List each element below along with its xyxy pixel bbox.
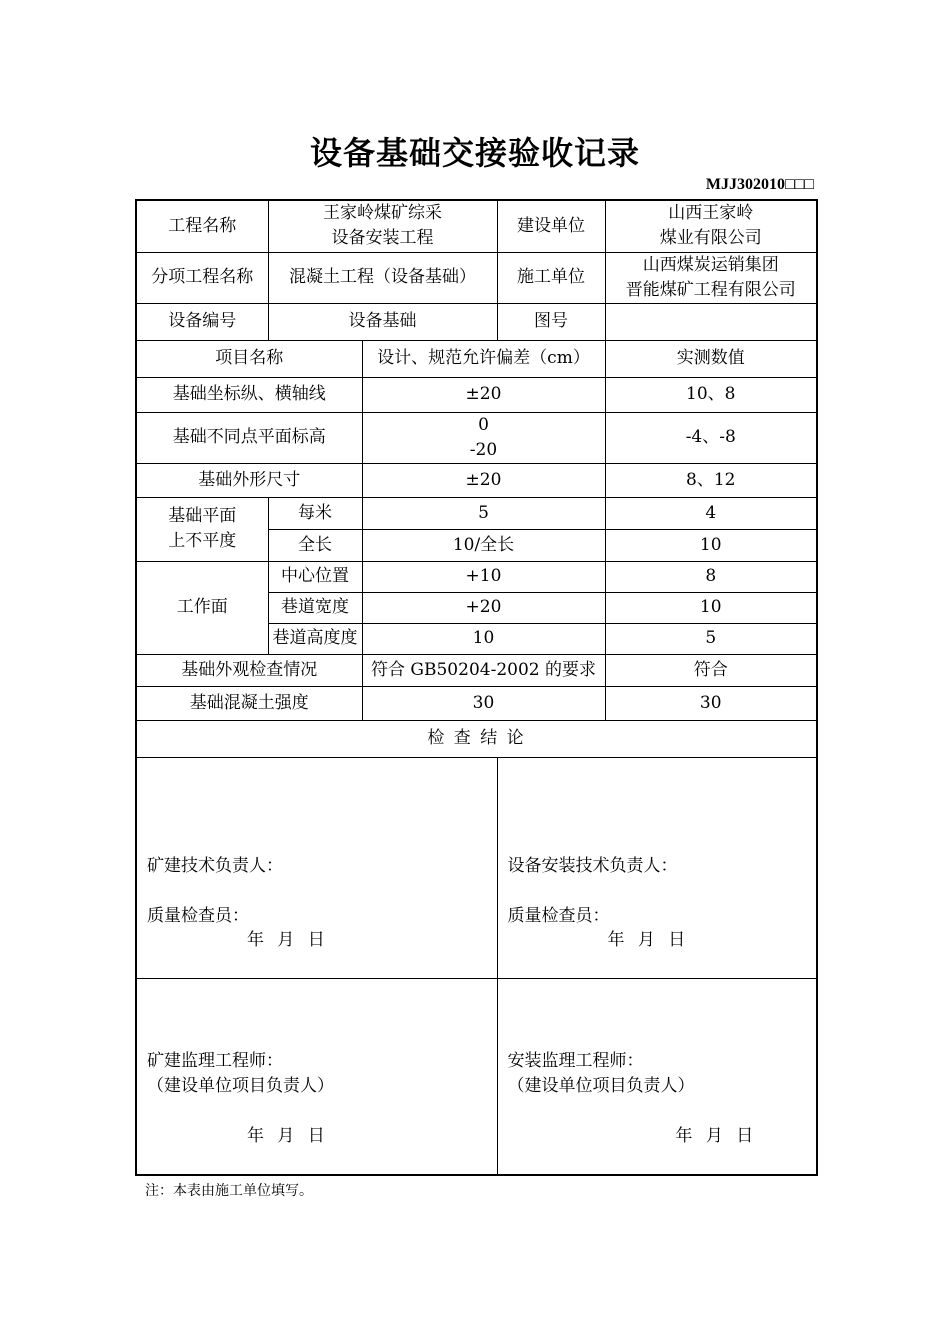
project-value: 王家岭煤矿综采 设备安装工程: [268, 200, 497, 252]
date-label: 年 月 日: [247, 1125, 325, 1146]
row-value: 5: [605, 623, 817, 654]
equipment-label: 设备编号: [136, 303, 268, 340]
mine-supervisor-label: 矿建监理工程师：: [147, 1050, 283, 1071]
constructor-value: 山西煤炭运销集团 晋能煤矿工程有限公司: [605, 252, 817, 303]
row-value: 4: [605, 497, 817, 529]
footnote: 注：本表由施工单位填写。: [145, 1183, 313, 1199]
flatness-group: 基础平面 上不平度: [136, 497, 268, 561]
row-name: 基础混凝土强度: [136, 686, 362, 720]
row-tolerance: +10: [362, 561, 605, 592]
row-tolerance: 5: [362, 497, 605, 529]
builder-value: 山西王家岭 煤业有限公司: [605, 200, 817, 252]
subitem-value: 混凝土工程（设备基础）: [268, 252, 497, 303]
row-tolerance: 符合 GB50204-2002 的要求: [362, 654, 605, 686]
col-tolerance-header: 设计、规范允许偏差（cm）: [362, 340, 605, 377]
row-name: 基础外形尺寸: [136, 463, 362, 497]
conclusion-label: 检 查 结 论: [136, 720, 817, 757]
row-tolerance: 30: [362, 686, 605, 720]
supervisor-signature-left: [136, 978, 497, 1175]
row-name: 巷道高度度: [268, 623, 362, 654]
mine-tech-label: 矿建技术负责人：: [147, 855, 283, 876]
owner-rep-label: （建设单位项目负责人）: [507, 1075, 695, 1096]
row-tolerance: 10/全长: [362, 529, 605, 561]
row-name: 中心位置: [268, 561, 362, 592]
row-value: 30: [605, 686, 817, 720]
row-name: 巷道宽度: [268, 592, 362, 623]
row-name: 全长: [268, 529, 362, 561]
row-tolerance: 10: [362, 623, 605, 654]
row-value: 10: [605, 592, 817, 623]
drawing-value: [605, 303, 817, 340]
row-value: 10: [605, 529, 817, 561]
col-item-header: 项目名称: [136, 340, 362, 377]
row-tolerance: ±20: [362, 377, 605, 412]
row-value: 10、8: [605, 377, 817, 412]
row-tolerance: 0 -20: [362, 412, 605, 463]
date-label: 年 月 日: [607, 929, 686, 950]
inspection-form: [135, 199, 818, 1176]
date-label: 年 月 日: [247, 929, 325, 950]
quality-inspector-label: 质量检查员：: [147, 905, 249, 926]
row-value: 8、12: [605, 463, 817, 497]
drawing-label: 图号: [497, 303, 605, 340]
constructor-label: 施工单位: [497, 252, 605, 303]
tech-signature-left: [136, 757, 497, 978]
form-code: MJJ302010□□□: [705, 176, 814, 193]
col-measured-header: 实测数值: [605, 340, 817, 377]
row-name: 基础不同点平面标高: [136, 412, 362, 463]
subitem-label: 分项工程名称: [136, 252, 268, 303]
builder-label: 建设单位: [497, 200, 605, 252]
row-value: 符合: [605, 654, 817, 686]
row-tolerance: ±20: [362, 463, 605, 497]
install-tech-label: 设备安装技术负责人：: [507, 855, 678, 876]
workface-group: 工作面: [136, 561, 268, 654]
owner-rep-label: （建设单位项目负责人）: [147, 1075, 334, 1096]
supervisor-signature-right: [497, 978, 817, 1175]
quality-inspector-label: 质量检查员：: [507, 905, 610, 926]
equipment-value: 设备基础: [268, 303, 497, 340]
row-value: 8: [605, 561, 817, 592]
project-label: 工程名称: [136, 200, 268, 252]
row-value: -4、-8: [605, 412, 817, 463]
row-name: 基础外观检查情况: [136, 654, 362, 686]
tech-signature-right: [497, 757, 817, 978]
date-label: 年 月 日: [675, 1125, 754, 1146]
row-tolerance: +20: [362, 592, 605, 623]
row-name: 每米: [268, 497, 362, 529]
page-title: 设备基础交接验收记录: [309, 134, 640, 172]
row-name: 基础坐标纵、横轴线: [136, 377, 362, 412]
install-supervisor-label: 安装监理工程师：: [507, 1050, 644, 1071]
